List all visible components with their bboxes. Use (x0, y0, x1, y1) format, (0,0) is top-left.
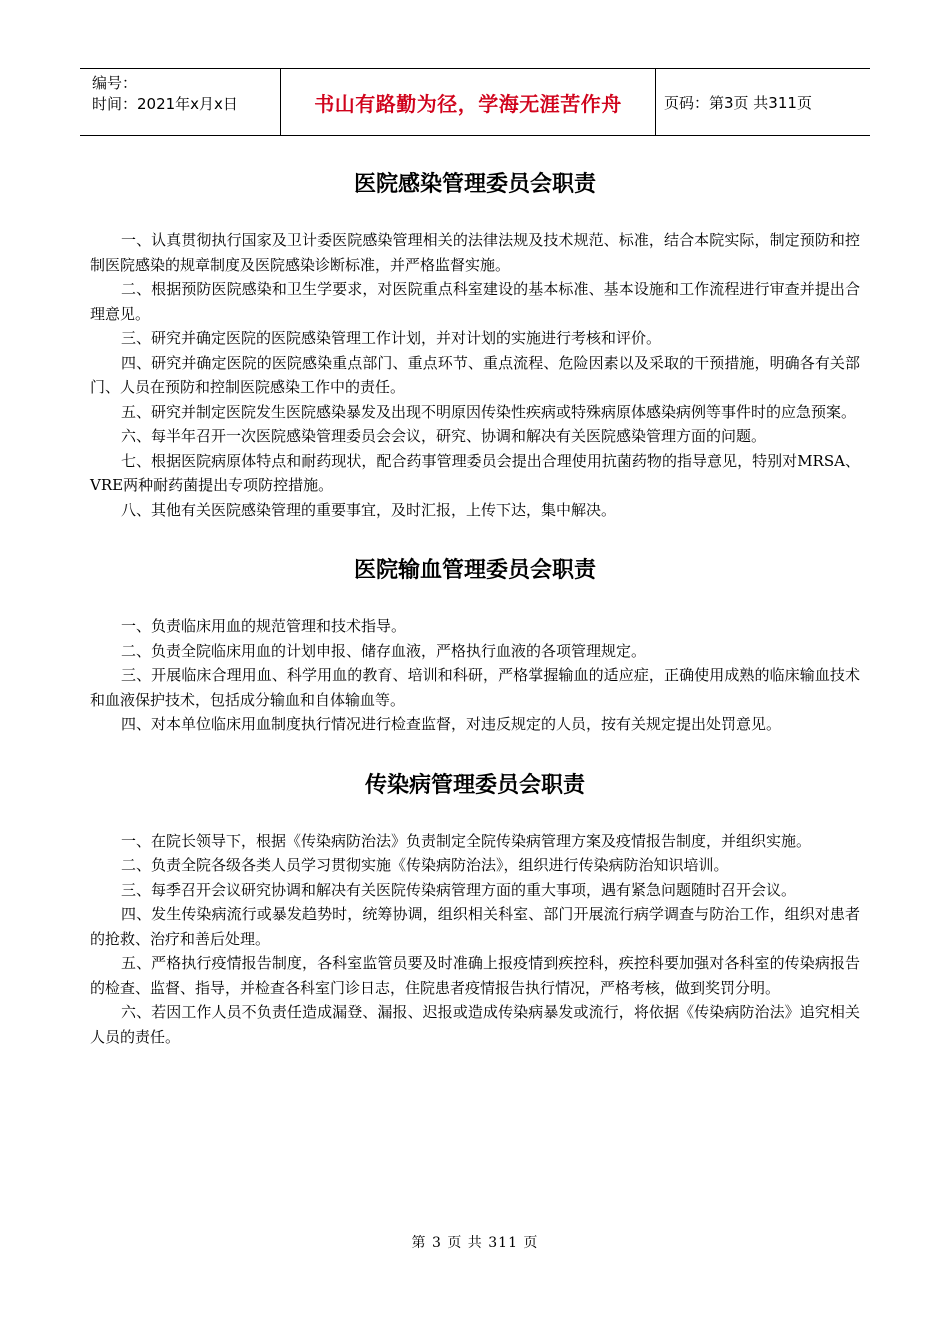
page-footer: 第 3 页 共 311 页 (411, 1235, 539, 1251)
paragraph: 五、研究并制定医院发生医院感染暴发及出现不明原因传染性疾病或特殊病原体感染病例等事件时的应急预案。 (121, 402, 857, 421)
paragraph: 一、认真贯彻执行国家及卫计委医院感染管理相关的法律法规及技术规范、标准，结合本院实际，制定预防和控制医院感染的规章制度及医院感染诊断标准，并严格监督实施。 (90, 231, 860, 274)
paragraph: 四、发生传染病流行或暴发趋势时，统筹协调，组织相关科室、部门开展流行病学调查与防治工作，组织对患者的抢救、治疗和善后处理。 (90, 905, 860, 948)
number-label: 编号： (92, 74, 138, 92)
paragraph: 四、对本单位临床用血制度执行情况进行检查监督，对违反规定的人员，按有关规定提出处罚意见。 (121, 715, 782, 733)
section-infection-committee (90, 170, 860, 522)
paragraph: 一、负责临床用血的规范管理和技术指导。 (121, 617, 407, 635)
document-body (90, 170, 860, 1049)
paragraph: 四、研究并确定医院的医院感染重点部门、重点环节、重点流程、危险因素以及采取的干预措施，明确各有关部门、人员在预防和控制医院感染工作中的责任。 (90, 353, 860, 396)
paragraph: 五、严格执行疫情报告制度，各科室监管员要及时准确上报疫情到疾控科，疾控科要加强对各科室的传染病报告的检查、监督、指导，并检查各科室门诊日志，住院患者疫情报告执行情况，严格考核，做到奖罚分明。 (90, 954, 860, 997)
paragraph: 一、在院长领导下，根据《传染病防治法》负责制定全院传染病管理方案及疫情报告制度，并组织实施。 (121, 831, 812, 850)
paragraph: 六、若因工作人员不负责任造成漏登、漏报、迟报或造成传染病暴发或流行，将依据《传染病防治法》追究相关人员的责任。 (90, 1003, 860, 1046)
paragraph: 三、每季召开会议研究协调和解决有关医院传染病管理方面的重大事项，遇有紧急问题随时召开会议。 (121, 880, 797, 899)
page-header (80, 68, 870, 136)
paragraph: 八、其他有关医院感染管理的重要事宜，及时汇报，上传下达，集中解决。 (121, 500, 617, 519)
paragraph: 三、研究并确定医院的医院感染管理工作计划，并对计划的实施进行考核和评价。 (121, 329, 662, 347)
paragraph: 七、根据医院病原体特点和耐药现状，配合药事管理委员会提出合理使用抗菌药物的指导意见，特别对MRSA、VRE两种耐药菌提出专项防控措施。 (90, 451, 860, 494)
paragraph: 二、负责全院临床用血的计划申报、储存血液，严格执行血液的各项管理规定。 (121, 641, 647, 660)
paragraph: 二、负责全院各级各类人员学习贯彻实施《传染病防治法》，组织进行传染病防治知识培训。 (121, 856, 729, 874)
header-page-info: 页码：第3页 共311页 (664, 93, 812, 112)
section-title: 传染病管理委员会职责 (364, 772, 585, 798)
date-label: 时间：2021年x月x日 (92, 95, 238, 113)
section-infectious-disease-committee (90, 771, 860, 1050)
section-title: 医院感染管理委员会职责 (353, 172, 596, 197)
paragraph: 六、每半年召开一次医院感染管理委员会会议，研究、协调和解决有关医院感染管理方面的问题。 (121, 427, 767, 445)
paragraph: 二、根据预防医院感染和卫生学要求，对医院重点科室建设的基本标准、基本设施和工作流程进行审查并提出合理意见。 (90, 280, 860, 323)
paragraph: 三、开展临床合理用血、科学用血的教育、培训和科研，严格掌握输血的适应症，正确使用成熟的临床输血技术和血液保护技术，包括成分输血和自体输血等。 (90, 666, 860, 709)
section-title: 医院输血管理委员会职责 (353, 558, 596, 583)
header-motto: 书山有路勤为径，学海无涯苦作舟 (280, 69, 656, 135)
section-transfusion-committee (90, 556, 860, 737)
header-meta (80, 69, 280, 135)
